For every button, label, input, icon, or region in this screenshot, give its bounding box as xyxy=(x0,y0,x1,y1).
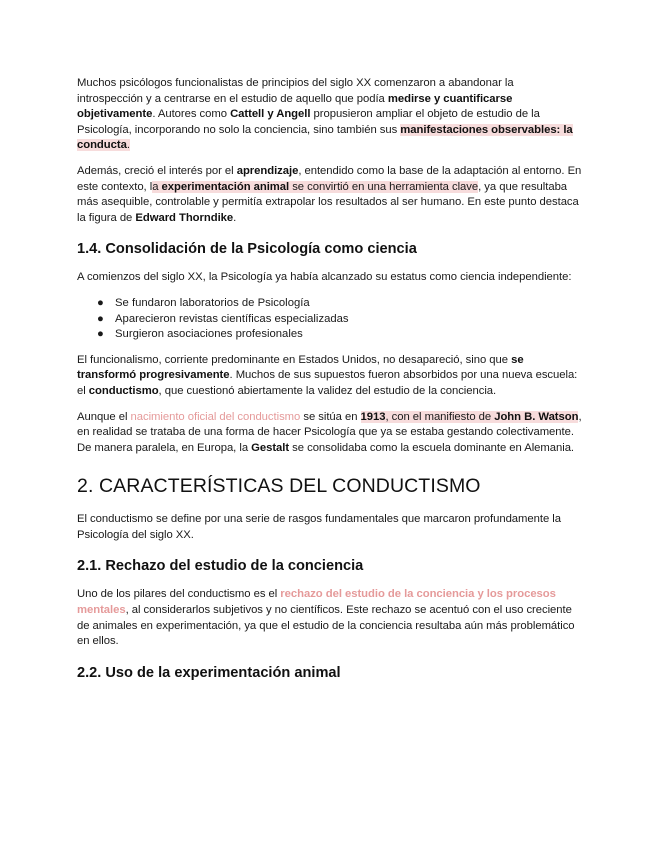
bold-text: Gestalt xyxy=(251,441,290,454)
bullet-icon: ● xyxy=(97,328,104,341)
text: se sitúa en xyxy=(300,410,361,423)
paragraph-birth-of-behaviorism xyxy=(77,410,582,457)
text: Además, creció el interés por el xyxy=(77,164,237,177)
text: se consolidaba como la escuela dominante en Alemania. xyxy=(289,441,575,454)
bold-text: Edward Thorndike xyxy=(135,211,234,224)
highlighted-bold-text: John B. Watson xyxy=(494,410,579,423)
highlighted-bold-text: 1913 xyxy=(360,410,386,423)
bold-text: conductismo xyxy=(88,384,159,397)
paragraph-functionalists xyxy=(77,76,582,154)
text: , en realidad se trataba de una forma de hacer Psicología que ya se estaba gestando colectivamente. De manera paralela, en Europa, la xyxy=(77,410,582,454)
text: Aunque el xyxy=(77,410,131,423)
section-heading-1-4: 1.4. Consolidación de la Psicología como ciencia xyxy=(77,241,417,258)
pink-text: nacimiento oficial del conductismo xyxy=(130,410,301,423)
paragraph-functionalism-transformed xyxy=(77,353,582,400)
paragraph-rejection-of-consciousness xyxy=(77,587,582,649)
text: , que cuestionó abiertamente la validez del estudio de la conciencia. xyxy=(158,384,497,397)
bold-text: Cattell y Angell xyxy=(230,108,311,121)
highlighted-text: se convirtió en una herramienta clave xyxy=(289,180,479,193)
section-heading-2-2: 2.2. Uso de la experimentación animal xyxy=(77,664,341,681)
list-item-text: Aparecieron revistas científicas especializadas xyxy=(115,312,349,325)
text: , al considerarlos subjetivos y no científicos. Este rechazo se acentuó con el uso creciente de animales en experimentación, ya que el estudio de la conciencia resultaba aún más problemático en ellos. xyxy=(77,604,575,648)
text: Uno de los pilares del conductismo es el xyxy=(77,588,281,601)
bullet-icon: ● xyxy=(97,312,104,325)
list-item xyxy=(77,327,582,343)
list-item xyxy=(77,312,582,328)
list-item xyxy=(77,296,582,312)
text: propusieron ampliar el objeto de estudio de la Psicología, incorporando no solo la conciencia, sino también sus xyxy=(77,108,540,136)
document-body xyxy=(77,76,582,682)
highlighted-text: a xyxy=(152,180,162,193)
text: , entendido como la base de la adaptación al entorno. En este contexto, l xyxy=(77,164,582,193)
highlighted-bold-text: manifestaciones observables: la conducta xyxy=(77,123,573,152)
paragraph-early-20th-century: A comienzos del siglo XX, la Psicología ya había alcanzado su estatus como ciencia independiente: xyxy=(77,271,572,284)
bullet-icon: ● xyxy=(97,296,104,309)
list-item-text: Surgieron asociaciones profesionales xyxy=(115,328,303,341)
bold-text: se transformó progresivamente xyxy=(77,353,524,382)
bullet-list xyxy=(77,296,582,343)
paragraph-learning xyxy=(77,164,582,226)
text: El funcionalismo, corriente predominante en Estados Unidos, no desapareció, sino que xyxy=(77,353,512,366)
bold-text: medirse y cuantificarse objetivamente xyxy=(77,92,513,121)
list-item-text: Se fundaron laboratorios de Psicología xyxy=(115,296,310,309)
section-heading-2: 2. CARACTERÍSTICAS DEL CONDUCTISMO xyxy=(77,475,481,498)
text: . Muchos de sus supuestos fueron absorbidos por una nueva escuela: el xyxy=(77,369,578,397)
highlighted-bold-text: experimentación animal xyxy=(161,180,290,193)
text: . Autores como xyxy=(152,108,231,121)
pink-bold-text: rechazo del estudio de la conciencia y los procesos mentales xyxy=(77,588,556,617)
paragraph-behaviorism-definition: El conductismo se define por una serie de rasgos fundamentales que marcaron profundamente la Psicología del siglo XX. xyxy=(77,513,561,541)
text: Muchos psicólogos funcionalistas de principios del siglo XX comenzaron a abandonar la introspección y a centrarse en el estudio de aquello que podía xyxy=(77,77,514,105)
highlighted-text: , con el manifiesto de xyxy=(385,410,495,423)
bold-text: aprendizaje xyxy=(236,164,299,177)
text: . xyxy=(233,211,237,224)
section-heading-2-1: 2.1. Rechazo del estudio de la conciencia xyxy=(77,558,364,575)
text: , ya que resultaba más asequible, controlable y permitía extrapolar los resultados al ser humano. En este punto destaca la figura de xyxy=(77,180,579,224)
highlighted-text: . xyxy=(126,139,130,152)
